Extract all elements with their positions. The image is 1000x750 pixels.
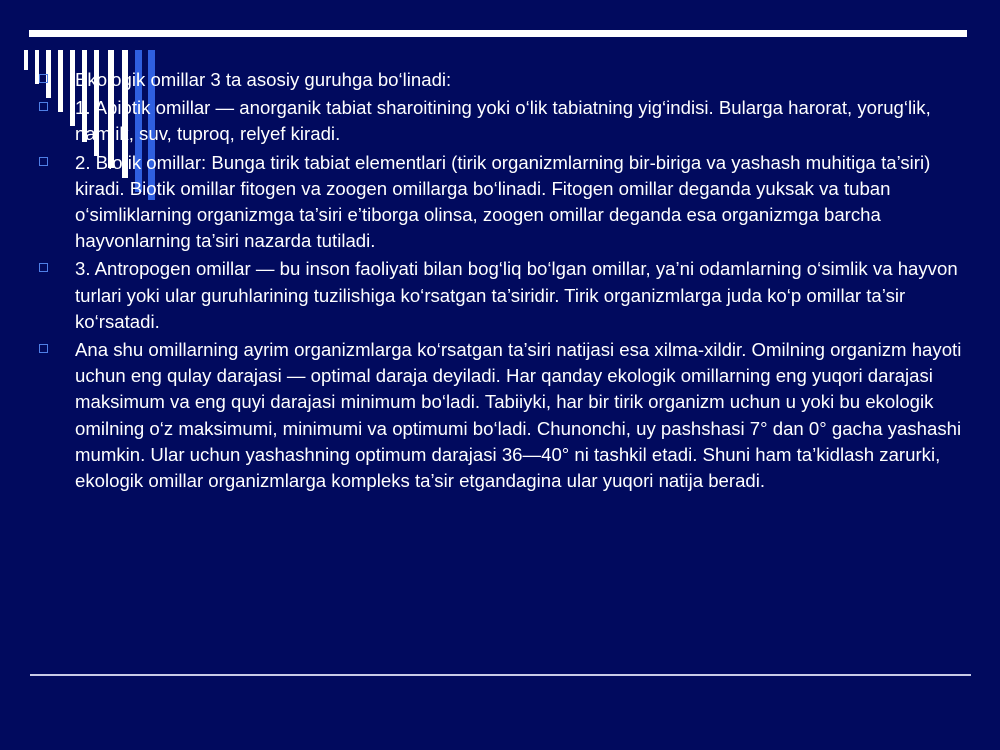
bullet-item [38, 150, 968, 255]
stripe [24, 50, 28, 70]
bottom-rule [30, 674, 971, 676]
top-rule [29, 30, 967, 37]
square-bullet-icon [39, 263, 48, 272]
square-bullet-icon [39, 344, 48, 353]
bullet-text: Ana shu omillarning ayrim organizmlarga ko‘rsatgan ta’siri natijasi esa xilma-xildir. Omilning organizm hayoti uchun eng qulay darajasi — optimal daraja deyiladi. Har qanday ekologik omillarning eng yuqori darajasi maksimum va eng quyi darajasi minimum bo‘ladi. Tabiiyki, har bir tirik organizm uchun u yoki bu ekologik omilning o‘z maksimumi, minimumi va optimumi bo‘ladi. Chunonchi, uy pashshasi 7° dan 0° gacha yashashi mumkin. Ular uchun yashashning optimum darajasi 36—40° ni tashkil etadi. Shuni ham ta’kidlash zarurki, ekologik omillar organizmlarga kompleks ta’sir etgandagina ular yuqori natija beradi. [75, 339, 962, 492]
bullet-item [38, 337, 968, 494]
square-bullet-icon [39, 74, 48, 83]
square-bullet-icon [39, 102, 48, 111]
bullet-item [38, 67, 968, 93]
bullet-item [38, 256, 968, 335]
bullet-item [38, 95, 968, 147]
bullet-text: 2. Biotik omillar: Bunga tirik tabiat elementlari (tirik organizmlarning bir-biriga va yashash muhitiga ta’siri) kiradi. Biotik omillar fitogen va zoogen omillarga bo‘linadi. Fitogen omillar deganda yuksak va tuban o‘simliklarning organizmga ta’siri e’tiborga olinsa, zoogen omillar deganda esa organizmga barcha hayvonlarning ta’siri nazarda tutiladi. [75, 151, 931, 252]
bullet-list [38, 67, 968, 496]
bullet-text: Ekologik omillar 3 ta asosiy guruhga bo‘linadi: [75, 69, 452, 90]
square-bullet-icon [39, 157, 48, 166]
bullet-text: 3. Antropogen omillar — bu inson faoliyati bilan bog‘liq bo‘lgan omillar, ya’ni odamlarning o‘simlik va hayvon turlari yoki ular guruhlarining tuzilishiga ko‘rsatgan ta’siridir. Tirik organizmlarga juda ko‘p omillar ta’sir ko‘rsatadi. [75, 258, 958, 332]
bullet-text: 1. Abiotik omillar — anorganik tabiat sharoitining yoki o‘lik tabiatning yig‘indisi. Bularga harorat, yorug‘lik, namlik, suv, tuproq, relyef kiradi. [75, 97, 931, 145]
